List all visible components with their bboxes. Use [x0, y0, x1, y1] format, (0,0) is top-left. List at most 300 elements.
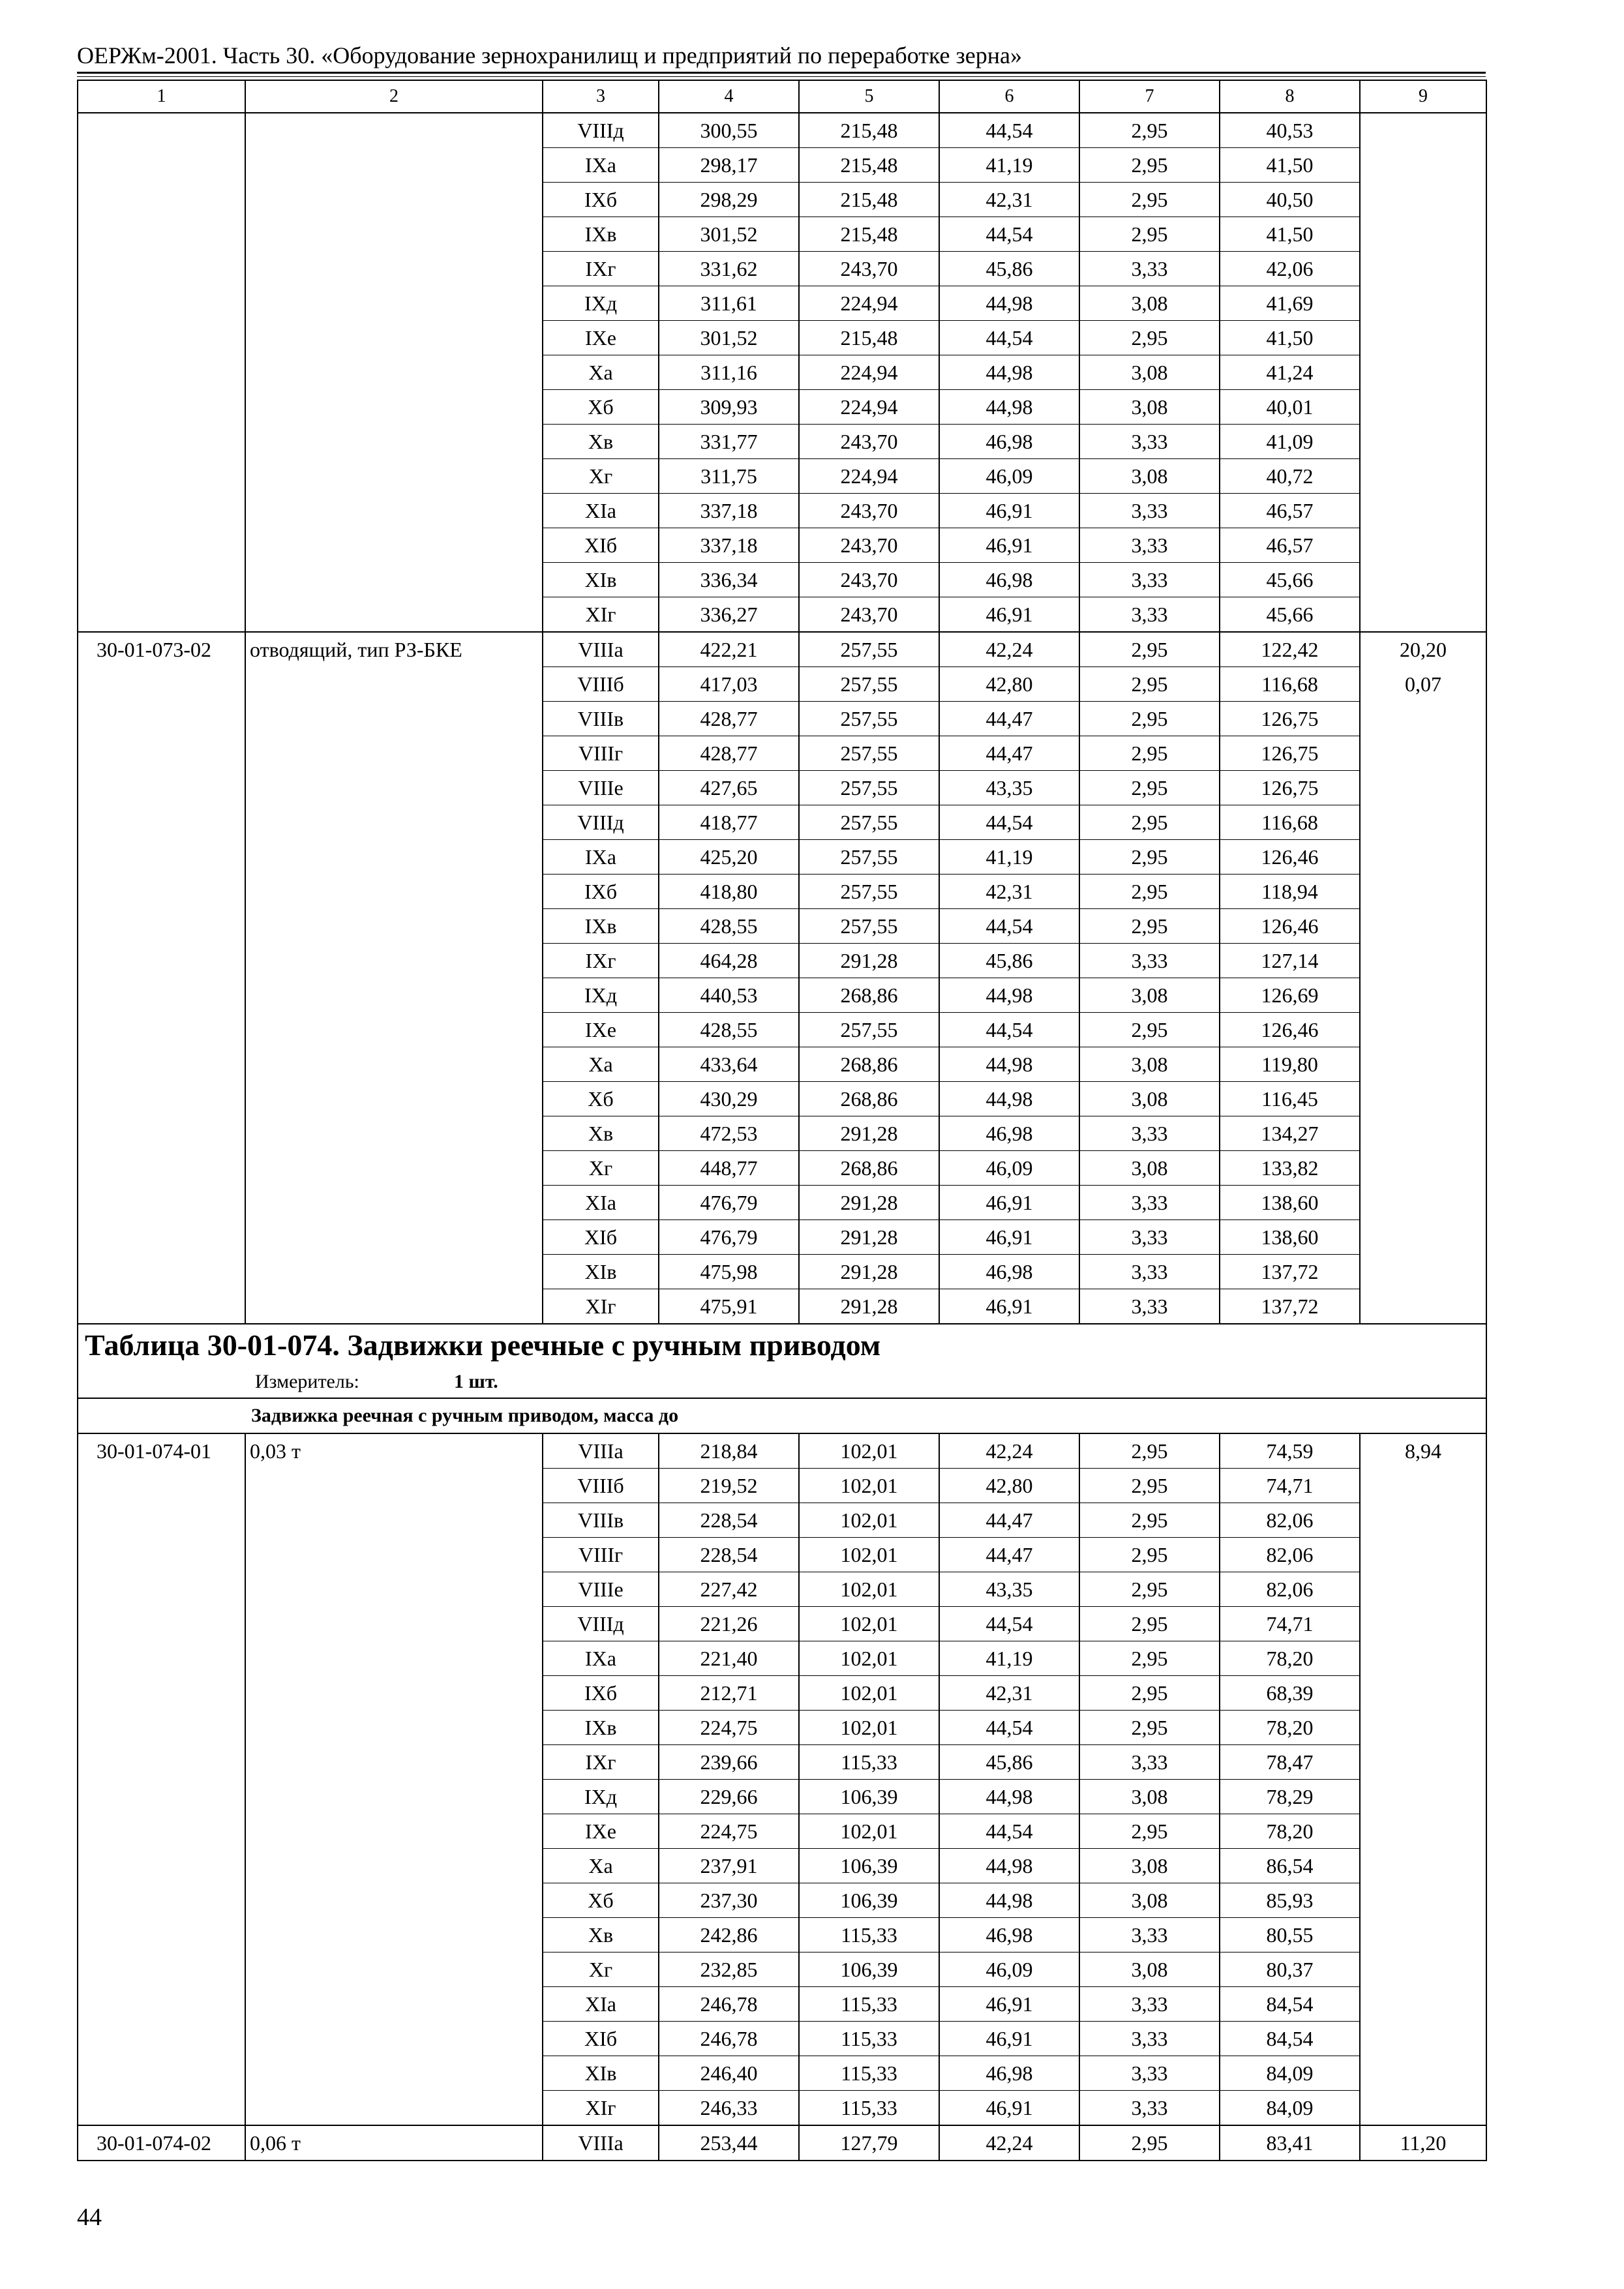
materials-cell: 74,71: [1220, 1469, 1360, 1503]
rate-name-cell: [245, 1745, 543, 1780]
total-cost-cell: 237,30: [659, 1883, 799, 1918]
table-row: [78, 909, 1486, 944]
rate-name-cell: [245, 2091, 543, 2126]
driver-wages-cell: 2,95: [1079, 2125, 1220, 2161]
zone-cell: IXа: [543, 1641, 659, 1676]
rate-code-cell: [78, 1013, 245, 1047]
driver-wages-cell: 3,08: [1079, 1952, 1220, 1987]
wages-cell: 102,01: [799, 1433, 939, 1469]
column-number-row: [78, 80, 1486, 113]
labor-cell: [1360, 563, 1486, 597]
driver-wages-cell: 2,95: [1079, 840, 1220, 875]
column-number: 4: [659, 80, 799, 113]
zone-cell: Xб: [543, 390, 659, 425]
machine-cost-cell: 44,98: [939, 1780, 1079, 1814]
materials-cell: 41,50: [1220, 217, 1360, 252]
labor-cell: [1360, 390, 1486, 425]
wages-cell: 243,70: [799, 563, 939, 597]
rate-code-cell: [78, 1641, 245, 1676]
machine-cost-cell: 41,19: [939, 1641, 1079, 1676]
rate-code-cell: [78, 563, 245, 597]
rate-name-cell: [245, 702, 543, 736]
machine-cost-cell: 46,98: [939, 1918, 1079, 1952]
table-row: [78, 632, 1486, 667]
rate-code-cell: [78, 1082, 245, 1116]
driver-wages-cell: 2,95: [1079, 1676, 1220, 1711]
zone-cell: XIв: [543, 1255, 659, 1289]
rate-code-cell: [78, 1849, 245, 1883]
rate-code-cell: [78, 528, 245, 563]
rate-name-cell: [245, 875, 543, 909]
rate-name-cell: [245, 1503, 543, 1538]
total-cost-cell: 418,80: [659, 875, 799, 909]
rate-code-cell: [78, 1987, 245, 2022]
wages-cell: 115,33: [799, 1987, 939, 2022]
zone-cell: VIIIд: [543, 1607, 659, 1641]
labor-cell: [1360, 1641, 1486, 1676]
column-number: 1: [78, 80, 245, 113]
zone-cell: Xб: [543, 1883, 659, 1918]
driver-wages-cell: 3,08: [1079, 1082, 1220, 1116]
table-row: [78, 840, 1486, 875]
column-number: 5: [799, 80, 939, 113]
total-cost-cell: 448,77: [659, 1151, 799, 1186]
rate-name-cell: [245, 494, 543, 528]
labor-cell: [1360, 1220, 1486, 1255]
column-number: 7: [1079, 80, 1220, 113]
labor-cell: [1360, 459, 1486, 494]
total-cost-cell: 253,44: [659, 2125, 799, 2161]
total-cost-cell: 309,93: [659, 390, 799, 425]
rate-name-cell: [245, 113, 543, 148]
labor-cell: [1360, 805, 1486, 840]
rate-code-cell: [78, 909, 245, 944]
driver-wages-cell: 3,33: [1079, 1255, 1220, 1289]
rate-code-cell: 30-01-073-02: [78, 632, 245, 667]
wages-cell: 215,48: [799, 113, 939, 148]
wages-cell: 291,28: [799, 1255, 939, 1289]
labor-cell: 0,07: [1360, 667, 1486, 702]
table-row: [78, 1220, 1486, 1255]
wages-cell: 224,94: [799, 390, 939, 425]
labor-cell: 20,20: [1360, 632, 1486, 667]
rate-name-cell: [245, 1676, 543, 1711]
table-row: [78, 563, 1486, 597]
driver-wages-cell: 3,33: [1079, 1745, 1220, 1780]
zone-cell: VIIIа: [543, 1433, 659, 1469]
materials-cell: 41,69: [1220, 286, 1360, 321]
zone-cell: IXб: [543, 1676, 659, 1711]
table-row: [78, 805, 1486, 840]
machine-cost-cell: 44,98: [939, 978, 1079, 1013]
total-cost-cell: 239,66: [659, 1745, 799, 1780]
materials-cell: 138,60: [1220, 1220, 1360, 1255]
total-cost-cell: 476,79: [659, 1220, 799, 1255]
wages-cell: 215,48: [799, 183, 939, 217]
driver-wages-cell: 3,33: [1079, 1186, 1220, 1220]
table-row: [78, 1082, 1486, 1116]
materials-cell: 74,59: [1220, 1433, 1360, 1469]
machine-cost-cell: 46,98: [939, 563, 1079, 597]
driver-wages-cell: 3,33: [1079, 1918, 1220, 1952]
total-cost-cell: 242,86: [659, 1918, 799, 1952]
rate-name-cell: [245, 1289, 543, 1324]
rate-name-cell: [245, 2022, 543, 2056]
wages-cell: 257,55: [799, 667, 939, 702]
machine-cost-cell: 41,19: [939, 148, 1079, 183]
labor-cell: [1360, 528, 1486, 563]
subtitle-row: [78, 1398, 1486, 1433]
driver-wages-cell: 2,95: [1079, 183, 1220, 217]
wages-cell: 291,28: [799, 1289, 939, 1324]
labor-cell: 8,94: [1360, 1433, 1486, 1469]
rate-name-cell: [245, 1849, 543, 1883]
materials-cell: 45,66: [1220, 597, 1360, 633]
total-cost-cell: 228,54: [659, 1538, 799, 1572]
table-row: [78, 1013, 1486, 1047]
driver-wages-cell: 3,08: [1079, 286, 1220, 321]
rate-name-cell: [245, 944, 543, 978]
labor-cell: [1360, 494, 1486, 528]
rate-code-cell: [78, 944, 245, 978]
labor-cell: [1360, 1883, 1486, 1918]
total-cost-cell: 428,77: [659, 702, 799, 736]
driver-wages-cell: 2,95: [1079, 1607, 1220, 1641]
materials-cell: 78,20: [1220, 1641, 1360, 1676]
rate-code-cell: [78, 1607, 245, 1641]
table-row: [78, 1289, 1486, 1324]
table-row: [78, 252, 1486, 286]
labor-cell: [1360, 1918, 1486, 1952]
wages-cell: 257,55: [799, 840, 939, 875]
machine-cost-cell: 44,47: [939, 736, 1079, 771]
materials-cell: 40,50: [1220, 183, 1360, 217]
rate-name-cell: [245, 597, 543, 633]
total-cost-cell: 475,98: [659, 1255, 799, 1289]
materials-cell: 78,29: [1220, 1780, 1360, 1814]
wages-cell: 257,55: [799, 771, 939, 805]
table-row: [78, 736, 1486, 771]
total-cost-cell: 476,79: [659, 1186, 799, 1220]
rate-name-cell: [245, 978, 543, 1013]
rate-code-cell: [78, 1220, 245, 1255]
total-cost-cell: 331,62: [659, 252, 799, 286]
wages-cell: 215,48: [799, 217, 939, 252]
rate-name-cell: [245, 667, 543, 702]
wages-cell: 102,01: [799, 1814, 939, 1849]
rate-code-cell: [78, 1883, 245, 1918]
column-number: 2: [245, 80, 543, 113]
driver-wages-cell: 2,95: [1079, 1711, 1220, 1745]
table-row: [78, 978, 1486, 1013]
total-cost-cell: 301,52: [659, 217, 799, 252]
driver-wages-cell: 2,95: [1079, 1814, 1220, 1849]
zone-cell: IXа: [543, 840, 659, 875]
rate-code-cell: [78, 1116, 245, 1151]
labor-cell: [1360, 2091, 1486, 2126]
header-rule-thin: [77, 76, 1486, 77]
labor-cell: [1360, 2022, 1486, 2056]
materials-cell: 80,37: [1220, 1952, 1360, 1987]
labor-cell: [1360, 183, 1486, 217]
driver-wages-cell: 3,33: [1079, 252, 1220, 286]
rate-code-cell: [78, 355, 245, 390]
rate-code-cell: [78, 390, 245, 425]
rate-name-cell: [245, 1641, 543, 1676]
table-row: [78, 702, 1486, 736]
zone-cell: IXе: [543, 1013, 659, 1047]
machine-cost-cell: 46,98: [939, 1116, 1079, 1151]
driver-wages-cell: 3,33: [1079, 2056, 1220, 2091]
rate-name-cell: [245, 1607, 543, 1641]
machine-cost-cell: 46,91: [939, 1289, 1079, 1324]
total-cost-cell: 301,52: [659, 321, 799, 355]
measure-label: Измеритель:: [255, 1371, 359, 1392]
rate-code-cell: [78, 1503, 245, 1538]
rate-name-cell: [245, 840, 543, 875]
table-row: [78, 1952, 1486, 1987]
labor-cell: [1360, 1255, 1486, 1289]
zone-cell: VIIIе: [543, 1572, 659, 1607]
materials-cell: 42,06: [1220, 252, 1360, 286]
zone-cell: VIIIв: [543, 702, 659, 736]
wages-cell: 291,28: [799, 944, 939, 978]
machine-cost-cell: 42,24: [939, 632, 1079, 667]
total-cost-cell: 418,77: [659, 805, 799, 840]
table-row: [78, 1116, 1486, 1151]
labor-cell: [1360, 840, 1486, 875]
table-row: [78, 459, 1486, 494]
rate-name-cell: отводящий, тип РЗ-БКЕ: [245, 632, 543, 667]
rate-code-cell: [78, 736, 245, 771]
table-row: [78, 113, 1486, 148]
total-cost-cell: 428,77: [659, 736, 799, 771]
materials-cell: 138,60: [1220, 1186, 1360, 1220]
zone-cell: IXг: [543, 252, 659, 286]
machine-cost-cell: 46,91: [939, 528, 1079, 563]
zone-cell: XIв: [543, 2056, 659, 2091]
rate-name-cell: 0,03 т: [245, 1433, 543, 1469]
total-cost-cell: 228,54: [659, 1503, 799, 1538]
machine-cost-cell: 46,09: [939, 1151, 1079, 1186]
driver-wages-cell: 2,95: [1079, 113, 1220, 148]
wages-cell: 257,55: [799, 736, 939, 771]
zone-cell: IXв: [543, 909, 659, 944]
labor-cell: [1360, 1116, 1486, 1151]
rate-name-cell: [245, 1255, 543, 1289]
machine-cost-cell: 46,91: [939, 1987, 1079, 2022]
zone-cell: XIг: [543, 597, 659, 633]
total-cost-cell: 311,16: [659, 355, 799, 390]
zone-cell: XIа: [543, 1186, 659, 1220]
total-cost-cell: 300,55: [659, 113, 799, 148]
rate-code-cell: 30-01-074-02: [78, 2125, 245, 2161]
driver-wages-cell: 3,33: [1079, 2091, 1220, 2126]
total-cost-cell: 331,77: [659, 425, 799, 459]
zone-cell: XIб: [543, 2022, 659, 2056]
materials-cell: 126,69: [1220, 978, 1360, 1013]
total-cost-cell: 336,27: [659, 597, 799, 633]
materials-cell: 40,01: [1220, 390, 1360, 425]
driver-wages-cell: 2,95: [1079, 875, 1220, 909]
zone-cell: Xг: [543, 1952, 659, 1987]
driver-wages-cell: 3,08: [1079, 355, 1220, 390]
zone-cell: Xг: [543, 459, 659, 494]
labor-cell: [1360, 944, 1486, 978]
total-cost-cell: 336,34: [659, 563, 799, 597]
column-number: 8: [1220, 80, 1360, 113]
rate-code-cell: [78, 1780, 245, 1814]
total-cost-cell: 440,53: [659, 978, 799, 1013]
measure-value: 1 шт.: [454, 1371, 498, 1392]
table-row: [78, 1780, 1486, 1814]
driver-wages-cell: 2,95: [1079, 217, 1220, 252]
table-row: [78, 1849, 1486, 1883]
rate-name-cell: [245, 805, 543, 840]
total-cost-cell: 227,42: [659, 1572, 799, 1607]
rate-name-cell: [245, 390, 543, 425]
table-row: [78, 1987, 1486, 2022]
materials-cell: 118,94: [1220, 875, 1360, 909]
zone-cell: XIг: [543, 2091, 659, 2126]
rate-name-cell: [245, 1151, 543, 1186]
rate-name-cell: [245, 909, 543, 944]
zone-cell: XIб: [543, 528, 659, 563]
materials-cell: 46,57: [1220, 494, 1360, 528]
total-cost-cell: 417,03: [659, 667, 799, 702]
zone-cell: IXв: [543, 1711, 659, 1745]
labor-cell: [1360, 321, 1486, 355]
driver-wages-cell: 3,08: [1079, 1849, 1220, 1883]
machine-cost-cell: 45,86: [939, 1745, 1079, 1780]
machine-cost-cell: 46,98: [939, 1255, 1079, 1289]
labor-cell: [1360, 1780, 1486, 1814]
total-cost-cell: 298,29: [659, 183, 799, 217]
table-body: [78, 80, 1486, 2161]
materials-cell: 82,06: [1220, 1572, 1360, 1607]
labor-cell: [1360, 1745, 1486, 1780]
rate-name-cell: [245, 321, 543, 355]
machine-cost-cell: 44,54: [939, 1711, 1079, 1745]
machine-cost-cell: 44,98: [939, 286, 1079, 321]
rate-name-cell: [245, 563, 543, 597]
driver-wages-cell: 3,08: [1079, 1883, 1220, 1918]
materials-cell: 126,75: [1220, 702, 1360, 736]
table-row: [78, 597, 1486, 633]
rate-code-cell: [78, 217, 245, 252]
rate-name-cell: [245, 183, 543, 217]
machine-cost-cell: 42,24: [939, 1433, 1079, 1469]
labor-cell: [1360, 425, 1486, 459]
labor-cell: [1360, 1849, 1486, 1883]
labor-cell: [1360, 1572, 1486, 1607]
rate-name-cell: [245, 771, 543, 805]
column-number: 6: [939, 80, 1079, 113]
labor-cell: [1360, 1503, 1486, 1538]
zone-cell: IXе: [543, 321, 659, 355]
table-row: [78, 1607, 1486, 1641]
rate-code-cell: [78, 1047, 245, 1082]
zone-cell: IXг: [543, 944, 659, 978]
rate-name-cell: [245, 459, 543, 494]
rate-name-cell: [245, 1469, 543, 1503]
zone-cell: IXд: [543, 1780, 659, 1814]
labor-cell: [1360, 1814, 1486, 1849]
measure-cell: [78, 1366, 1486, 1398]
driver-wages-cell: 3,33: [1079, 425, 1220, 459]
total-cost-cell: 311,75: [659, 459, 799, 494]
machine-cost-cell: 46,91: [939, 1220, 1079, 1255]
zone-cell: VIIIб: [543, 1469, 659, 1503]
wages-cell: 243,70: [799, 425, 939, 459]
table-row: [78, 1503, 1486, 1538]
total-cost-cell: 212,71: [659, 1676, 799, 1711]
zone-cell: VIIIб: [543, 667, 659, 702]
total-cost-cell: 464,28: [659, 944, 799, 978]
zone-cell: XIа: [543, 1987, 659, 2022]
wages-cell: 106,39: [799, 1849, 939, 1883]
table-row: [78, 183, 1486, 217]
zone-cell: VIIIг: [543, 736, 659, 771]
labor-cell: [1360, 1186, 1486, 1220]
materials-cell: 45,66: [1220, 563, 1360, 597]
zone-cell: IXд: [543, 978, 659, 1013]
machine-cost-cell: 42,24: [939, 2125, 1079, 2161]
labor-cell: [1360, 597, 1486, 633]
table-row: [78, 2091, 1486, 2126]
running-header: ОЕРЖм-2001. Часть 30. «Оборудование зернохранилищ и предприятий по переработке зерна»: [77, 42, 1022, 68]
wages-cell: 127,79: [799, 2125, 939, 2161]
table-row: [78, 667, 1486, 702]
rate-name-cell: [245, 286, 543, 321]
table-row: [78, 1151, 1486, 1186]
driver-wages-cell: 2,95: [1079, 1641, 1220, 1676]
total-cost-cell: 425,20: [659, 840, 799, 875]
wages-cell: 102,01: [799, 1572, 939, 1607]
driver-wages-cell: 2,95: [1079, 702, 1220, 736]
rate-name-cell: [245, 736, 543, 771]
table-row: [78, 2056, 1486, 2091]
materials-cell: 41,09: [1220, 425, 1360, 459]
wages-cell: 291,28: [799, 1220, 939, 1255]
total-cost-cell: 246,33: [659, 2091, 799, 2126]
labor-cell: [1360, 113, 1486, 148]
labor-cell: [1360, 1711, 1486, 1745]
wages-cell: 257,55: [799, 875, 939, 909]
rate-name-cell: [245, 1780, 543, 1814]
labor-cell: [1360, 1151, 1486, 1186]
rate-name-cell: [245, 148, 543, 183]
rate-name-cell: [245, 1116, 543, 1151]
machine-cost-cell: 44,54: [939, 909, 1079, 944]
machine-cost-cell: 44,47: [939, 1503, 1079, 1538]
wages-cell: 102,01: [799, 1676, 939, 1711]
zone-cell: IXд: [543, 286, 659, 321]
materials-cell: 84,09: [1220, 2091, 1360, 2126]
table-row: [78, 1745, 1486, 1780]
wages-cell: 257,55: [799, 632, 939, 667]
machine-cost-cell: 41,19: [939, 840, 1079, 875]
rate-name-cell: [245, 1186, 543, 1220]
labor-cell: [1360, 148, 1486, 183]
driver-wages-cell: 3,08: [1079, 1047, 1220, 1082]
machine-cost-cell: 44,98: [939, 1849, 1079, 1883]
materials-cell: 41,24: [1220, 355, 1360, 390]
zone-cell: IXг: [543, 1745, 659, 1780]
table-row: [78, 1186, 1486, 1220]
machine-cost-cell: 46,91: [939, 494, 1079, 528]
driver-wages-cell: 2,95: [1079, 667, 1220, 702]
